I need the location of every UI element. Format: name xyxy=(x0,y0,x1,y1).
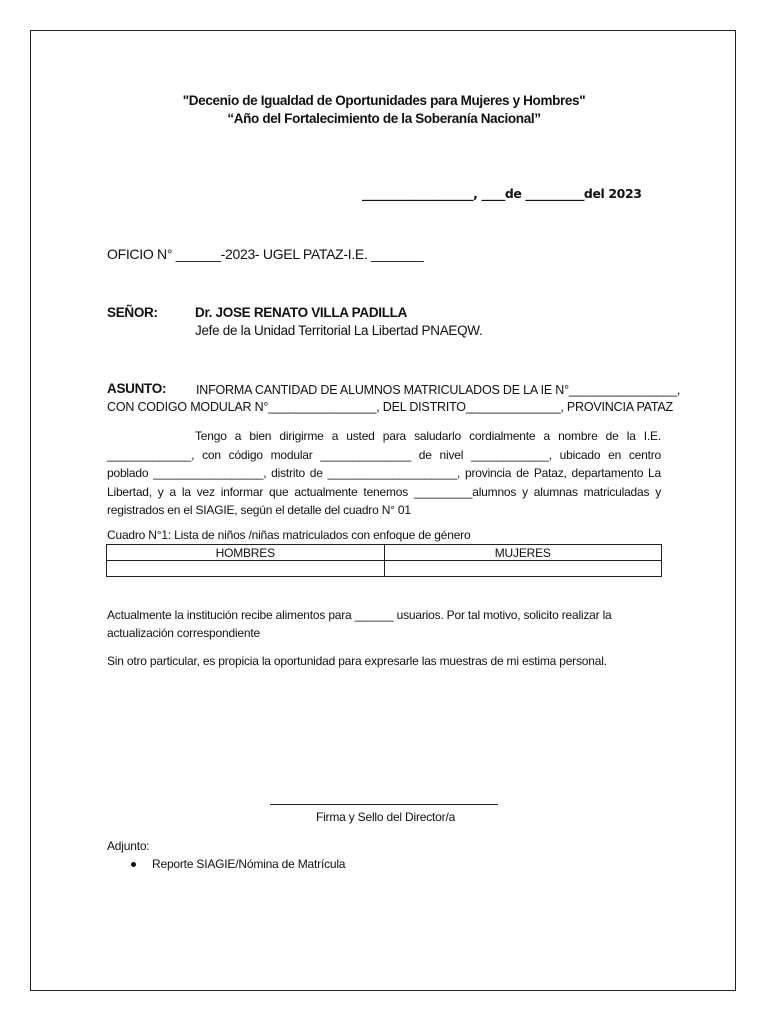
signature-text: Firma y Sello del Director/a xyxy=(315,810,456,824)
oficio-number: OFICIO N° ______-2023- UGEL PATAZ-I.E. _______ xyxy=(107,246,424,262)
attachment-item: Reporte SIAGIE/Nómina de Matrícula xyxy=(152,857,346,871)
signature-label xyxy=(0,810,768,824)
date-line: ___________________, ____de __________del 2023 xyxy=(362,186,642,201)
header-mujeres: MUJERES xyxy=(384,545,662,561)
table-caption: Cuadro N°1: Lista de niños /niñas matriculados con enfoque de género xyxy=(107,528,471,542)
body-line: poblado _________________, distrito de ____________________, provincia de Pataz, departamento La xyxy=(107,466,661,480)
subject-line-1: INFORMA CANTIDAD DE ALUMNOS MATRICULADOS DE LA IE N°________________, xyxy=(196,383,681,397)
cell-mujeres[interactable] xyxy=(384,561,662,577)
closing-sentence: Sin otro particular, es propicia la oportunidad para expresarle las muestras de mi estima personal. xyxy=(107,654,607,668)
body-line: Tengo a bien dirigirme a usted para saludarlo cordialmente a nombre de la I.E. xyxy=(195,429,661,443)
attachment-label: Adjunto: xyxy=(107,839,150,853)
body-line: registrados en el SIAGIE, según el detalle del cuadro N° 01 xyxy=(107,503,411,517)
gender-table xyxy=(106,544,662,577)
table-row xyxy=(107,561,662,577)
year-title: “Año del Fortalecimiento de la Soberanía Nacional” xyxy=(227,111,541,126)
header-hombres: HOMBRES xyxy=(107,545,385,561)
recipient-position: Jefe de la Unidad Territorial La Libertad PNAEQW. xyxy=(195,323,483,338)
food-line-2: actualización correspondiente xyxy=(107,626,260,640)
signature-line xyxy=(270,804,498,805)
subject-label: ASUNTO: xyxy=(107,381,167,396)
body-paragraph xyxy=(107,427,661,520)
cell-hombres[interactable] xyxy=(107,561,385,577)
food-line-1: Actualmente la institución recibe alimentos para ______ usuarios. Por tal motivo, solicito realizar la xyxy=(107,608,612,622)
subject-line-2: CON CODIGO MODULAR N°________________, DEL DISTRITO______________, PROVINCIA PATAZ xyxy=(107,400,673,414)
decade-title: "Decenio de Igualdad de Oportunidades para Mujeres y Hombres" xyxy=(182,93,586,108)
table-header-row xyxy=(107,545,662,561)
recipient-name: Dr. JOSE RENATO VILLA PADILLA xyxy=(195,305,408,320)
body-line: _____________, con código modular ______________ de nivel ____________, ubicado en centro xyxy=(107,447,661,462)
body-line: Libertad, y a la vez informar que actualmente tenemos _________alumnos y alumnas matriculadas y xyxy=(107,484,661,499)
recipient-label: SEÑOR: xyxy=(107,305,158,320)
bullet-icon xyxy=(131,862,136,867)
